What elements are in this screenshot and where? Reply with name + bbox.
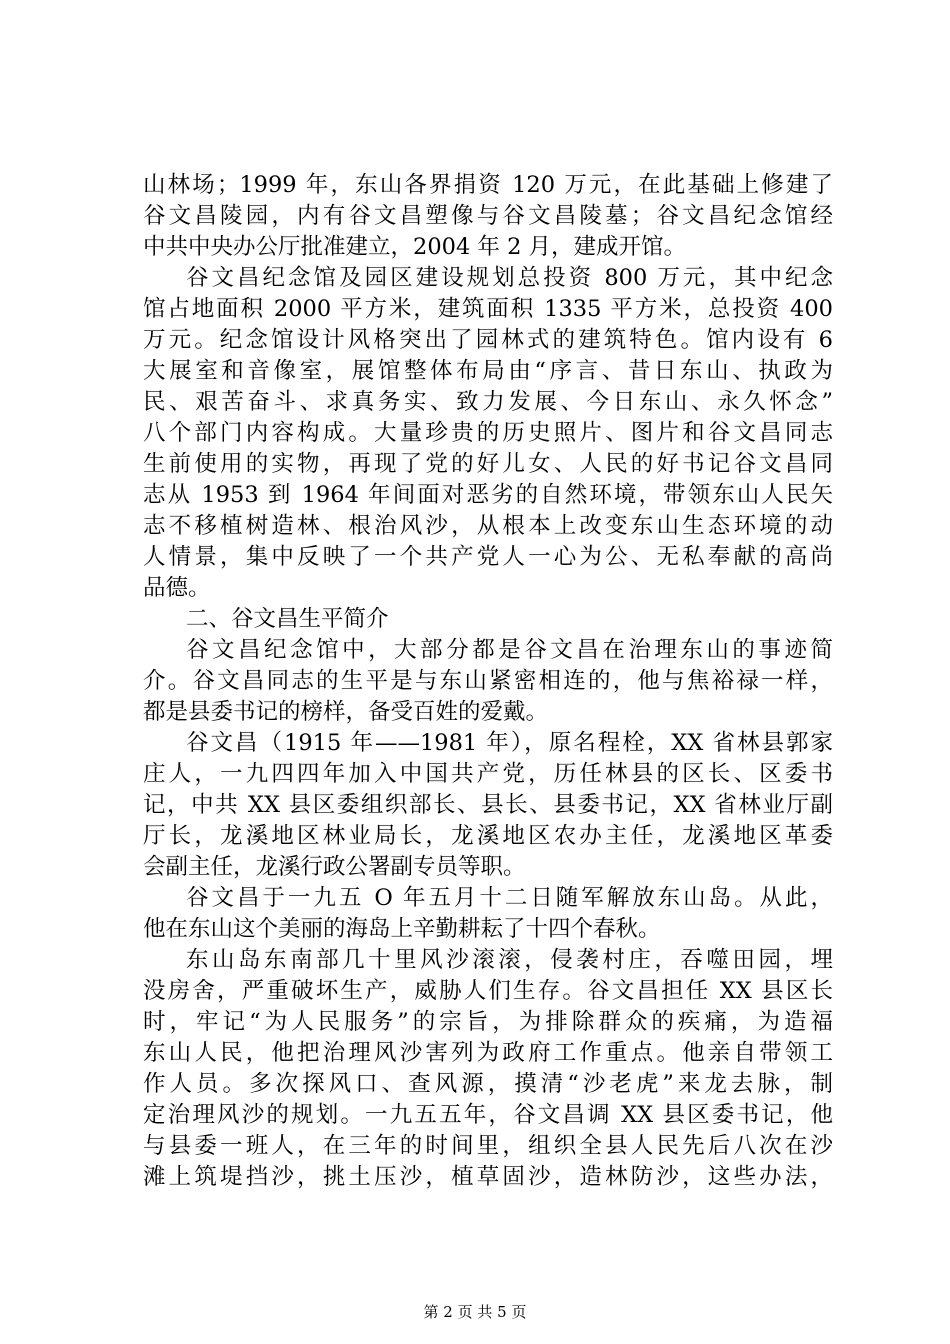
text-line: 二、谷文昌生平简介 <box>186 606 389 632</box>
text-line: 人情景，集中反映了一个共产党人一心为公、无私奉献的高尚 <box>143 544 833 570</box>
text-line: 没房舍，严重破坏生产，威胁人们生存。谷文昌担任 XX 县区长 <box>143 978 833 1004</box>
text-line: 会副主任，龙溪行政公署副专员等职。 <box>143 854 526 880</box>
text-line: 万元。纪念馆设计风格突出了园林式的建筑特色。馆内设有 6 <box>143 327 833 353</box>
text-line: 庄人，一九四四年加入中国共产党，历任林县的区长、区委书 <box>143 761 833 787</box>
text-line: 谷文昌纪念馆及园区建设规划总投资 800 万元，其中纪念 <box>186 265 833 291</box>
text-line: 志从 1953 到 1964 年间面对恶劣的自然环境，带领东山人民矢 <box>143 482 833 508</box>
text-line: 八个部门内容构成。大量珍贵的历史照片、图片和谷文昌同志 <box>143 420 833 446</box>
text-line: 都是县委书记的榜样，备受百姓的爱戴。 <box>143 699 549 725</box>
text-line: 谷文昌于一九五 O 年五月十二日随军解放东山岛。从此， <box>186 885 833 911</box>
text-line: 中共中央办公厅批准建立，2004 年 2 月，建成开馆。 <box>143 234 687 260</box>
text-line: 谷文昌纪念馆中，大部分都是谷文昌在治理东山的事迹简 <box>186 637 833 663</box>
text-line: 滩上筑堤挡沙，挑土压沙，植草固沙，造林防沙，这些办法， <box>143 1164 833 1190</box>
text-line: 定治理风沙的规划。一九五五年，谷文昌调 XX 县区委书记，他 <box>143 1102 833 1128</box>
text-line: 馆占地面积 2000 平方米，建筑面积 1335 平方米，总投资 400 <box>143 296 833 322</box>
text-line: 谷文昌陵园，内有谷文昌塑像与谷文昌陵墓；谷文昌纪念馆经 <box>143 203 833 229</box>
document-body <box>143 170 833 1193</box>
page-footer: 第 2 页 共 5 页 <box>423 1303 527 1321</box>
text-line: 品德。 <box>143 575 211 601</box>
text-line: 东山人民，他把治理风沙害列为政府工作重点。他亲自带领工 <box>143 1040 833 1066</box>
text-line: 大展室和音像室，展馆整体布局由“序言、昔日东山、执政为 <box>143 358 833 384</box>
text-line: 时，牢记“为人民服务”的宗旨，为排除群众的疾痛，为造福 <box>143 1009 833 1035</box>
text-line: 介。谷文昌同志的生平是与东山紧密相连的，他与焦裕禄一样， <box>143 668 833 694</box>
text-line: 他在东山这个美丽的海岛上辛勤耕耘了十四个春秋。 <box>143 916 661 942</box>
text-line: 厅长，龙溪地区林业局长，龙溪地区农办主任，龙溪地区革委 <box>143 823 833 849</box>
text-line: 谷文昌（1915 年——1981 年），原名程栓，XX 省林县郭家 <box>186 730 833 756</box>
text-line: 志不移植树造林、根治风沙，从根本上改变东山生态环境的动 <box>143 513 833 539</box>
text-line: 山林场；1999 年，东山各界捐资 120 万元，在此基础上修建了 <box>143 172 833 198</box>
text-line: 与县委一班人，在三年的时间里，组织全县人民先后八次在沙 <box>143 1133 833 1159</box>
text-line: 记，中共 XX 县区委组织部长、县长、县委书记，XX 省林业厅副 <box>143 792 833 818</box>
text-line: 生前使用的实物，再现了党的好儿女、人民的好书记谷文昌同 <box>143 451 833 477</box>
text-line: 东山岛东南部几十里风沙滚滚，侵袭村庄，吞噬田园，埋 <box>186 947 833 973</box>
text-line: 民、艰苦奋斗、求真务实、致力发展、今日东山、永久怀念” <box>143 389 833 415</box>
text-line: 作人员。多次探风口、查风源，摸清“沙老虎”来龙去脉，制 <box>143 1071 833 1097</box>
